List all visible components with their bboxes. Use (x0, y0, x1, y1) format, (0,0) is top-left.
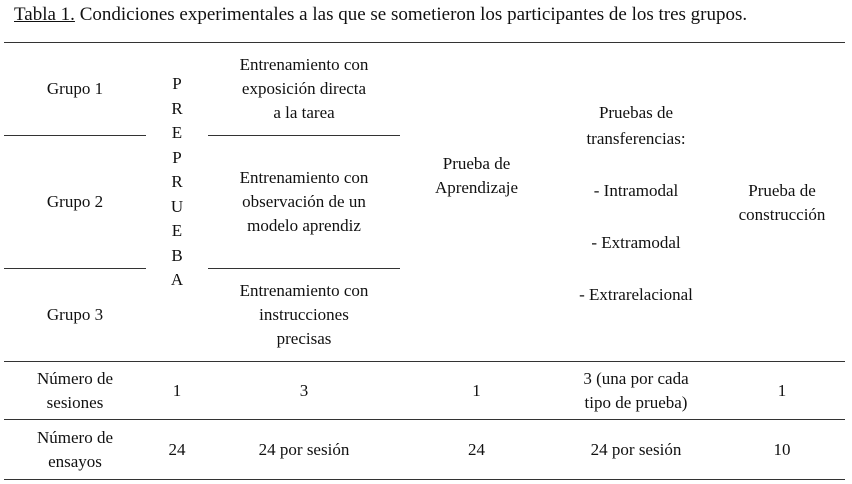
table-caption (14, 3, 747, 27)
trials-training-value: 24 por sesión (258, 439, 350, 459)
transfer-item-intramodal: - Intramodal (593, 181, 679, 200)
bottom-rule (4, 479, 845, 480)
training-cell-group-2: Entrenamiento con observación de un modelo aprendiz (239, 168, 369, 235)
group-3-label: Grupo 3 (46, 305, 104, 324)
training-cell-group-3: Entrenamiento con instrucciones precisas (239, 281, 369, 348)
group-1-label: Grupo 1 (46, 79, 104, 98)
trials-construction-value: 10 (773, 439, 791, 459)
trials-preprueba-value: 24 (168, 439, 186, 459)
trials-learning-value: 24 (468, 439, 485, 459)
sessions-row-label: Número de sesiones (36, 368, 113, 412)
transfer-item-extrarelacional: - Extrarelacional (579, 285, 693, 304)
sessions-learning-value: 1 (472, 380, 481, 400)
training-cell-group-1: Entrenamiento con exposición directa a la tarea (239, 55, 369, 122)
group-2-label: Grupo 2 (46, 192, 104, 211)
transfer-item-extramodal: - Extramodal (591, 233, 681, 252)
learning-test-cell: Prueba de Aprendizaje (434, 154, 519, 197)
transfer-tests-cell (548, 100, 724, 308)
sessions-preprueba-value: 1 (172, 380, 182, 400)
table-title: Condiciones experimentales a las que se sometieron los participantes de los tres grupos. (74, 4, 748, 25)
table-number: Tabla 1. (14, 4, 75, 25)
construction-test-cell: Prueba de construcción (738, 181, 826, 224)
sessions-transfer-value: 3 (una por cada tipo de prueba) (583, 368, 689, 412)
sessions-training-value: 3 (299, 380, 309, 400)
transfer-heading-1: Pruebas de (598, 103, 674, 122)
sessions-construction-value: 1 (777, 380, 787, 400)
preprueba-vertical-label: P R E P R U E B A (170, 74, 184, 289)
trials-transfer-value: 24 por sesión (590, 439, 682, 459)
transfer-heading-2: transferencias: (586, 129, 686, 148)
trials-row-label: Número de ensayos (36, 427, 113, 471)
